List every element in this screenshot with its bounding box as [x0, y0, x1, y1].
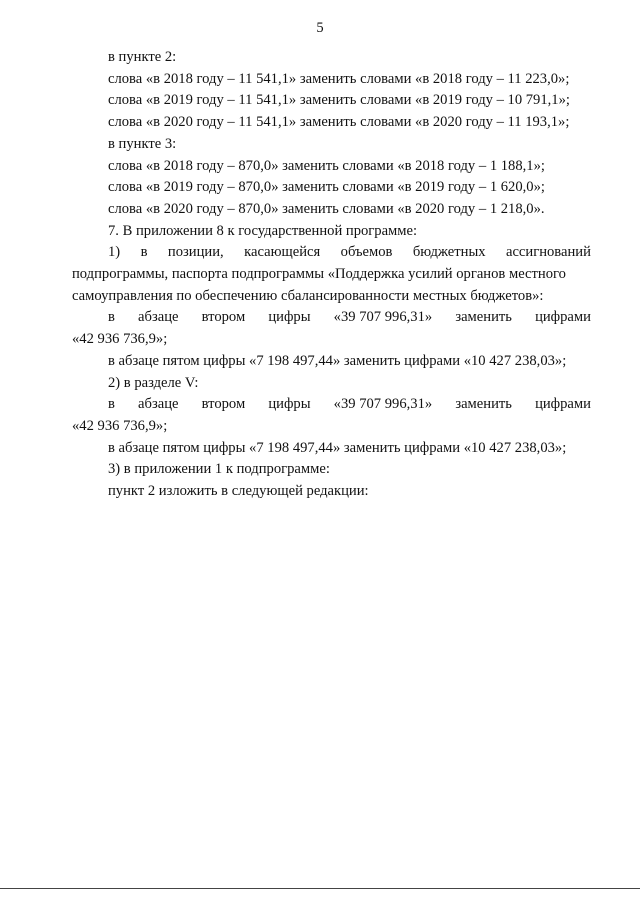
word: абзаце — [138, 396, 179, 413]
word: бюджетных — [412, 244, 486, 261]
paragraph-clause-2-heading: в пункте 2: — [108, 49, 177, 65]
word: цифры — [268, 309, 311, 326]
paragraph-appendix-1-heading: 3) в приложении 1 к подпрограмме: — [108, 461, 330, 478]
word: цифрами — [535, 309, 591, 326]
paragraph-item-7-heading: 7. В приложении 8 к государственной программе: — [108, 222, 418, 239]
word: ассигнований — [505, 244, 591, 261]
word: касающейся — [244, 244, 321, 261]
page-number: 5 — [316, 20, 324, 36]
word: в — [108, 309, 115, 326]
paragraph-2018-replacement-clause-3: слова «в 2018 году – 870,0» заменить словами «в 2018 году – 1 188,1»; — [108, 157, 545, 174]
paragraph-section-v-heading: 2) в разделе V: — [108, 374, 199, 391]
paragraph-paragraph-two-replacement-second-line: «42 936 736,9»; — [72, 331, 168, 348]
word: цифрами — [535, 396, 591, 413]
paragraph-section-v-paragraph-two-second-line: «42 936 736,9»; — [72, 417, 168, 434]
paragraph-item-1-second-line: подпрограммы, паспорта подпрограммы «Поддержка усилий органов местного — [72, 266, 566, 283]
word: заменить — [455, 396, 512, 413]
word: цифры — [268, 396, 311, 413]
word: 1) — [108, 244, 121, 261]
word: «39 707 996,31» — [333, 309, 433, 326]
word: втором — [201, 309, 246, 326]
word: позиции, — [167, 244, 224, 261]
paragraph-2020-replacement: слова «в 2020 году – 11 541,1» заменить словами «в 2020 году – 11 193,1»; — [108, 114, 570, 131]
paragraph-clause-2-new-wording: пункт 2 изложить в следующей редакции: — [108, 483, 369, 500]
paragraph-item-1-third-line: самоуправления по обеспечению сбалансированности местных бюджетов»: — [72, 287, 544, 304]
paragraph-2019-replacement-clause-3: слова «в 2019 году – 870,0» заменить словами «в 2019 году – 1 620,0»; — [108, 179, 545, 196]
word: объемов — [340, 244, 393, 261]
paragraph-paragraph-two-replacement-first-line — [72, 307, 591, 329]
word: абзаце — [138, 309, 179, 326]
paragraph-section-v-paragraph-five: в абзаце пятом цифры «7 198 497,44» заменить цифрами «10 427 238,03»; — [108, 439, 567, 456]
word: в — [108, 396, 115, 413]
word: «39 707 996,31» — [333, 396, 433, 413]
word: втором — [201, 396, 246, 413]
paragraph-2018-replacement: слова «в 2018 году – 11 541,1» заменить словами «в 2018 году – 11 223,0»; — [108, 70, 570, 87]
paragraph-section-v-paragraph-two-first-line — [72, 394, 591, 416]
paragraph-clause-3-heading: в пункте 3: — [108, 135, 177, 152]
bottom-divider — [0, 888, 640, 889]
paragraph-2019-replacement: слова «в 2019 году – 11 541,1» заменить словами «в 2019 году – 10 791,1»; — [108, 92, 570, 109]
paragraph-item-1-first-line — [72, 242, 591, 264]
paragraph-paragraph-five-replacement: в абзаце пятом цифры «7 198 497,44» заменить цифрами «10 427 238,03»; — [108, 352, 567, 369]
document-body — [72, 47, 591, 503]
paragraph-2020-replacement-clause-3: слова «в 2020 году – 870,0» заменить словами «в 2020 году – 1 218,0». — [108, 200, 545, 217]
word: заменить — [455, 309, 512, 326]
word: в — [140, 244, 148, 261]
